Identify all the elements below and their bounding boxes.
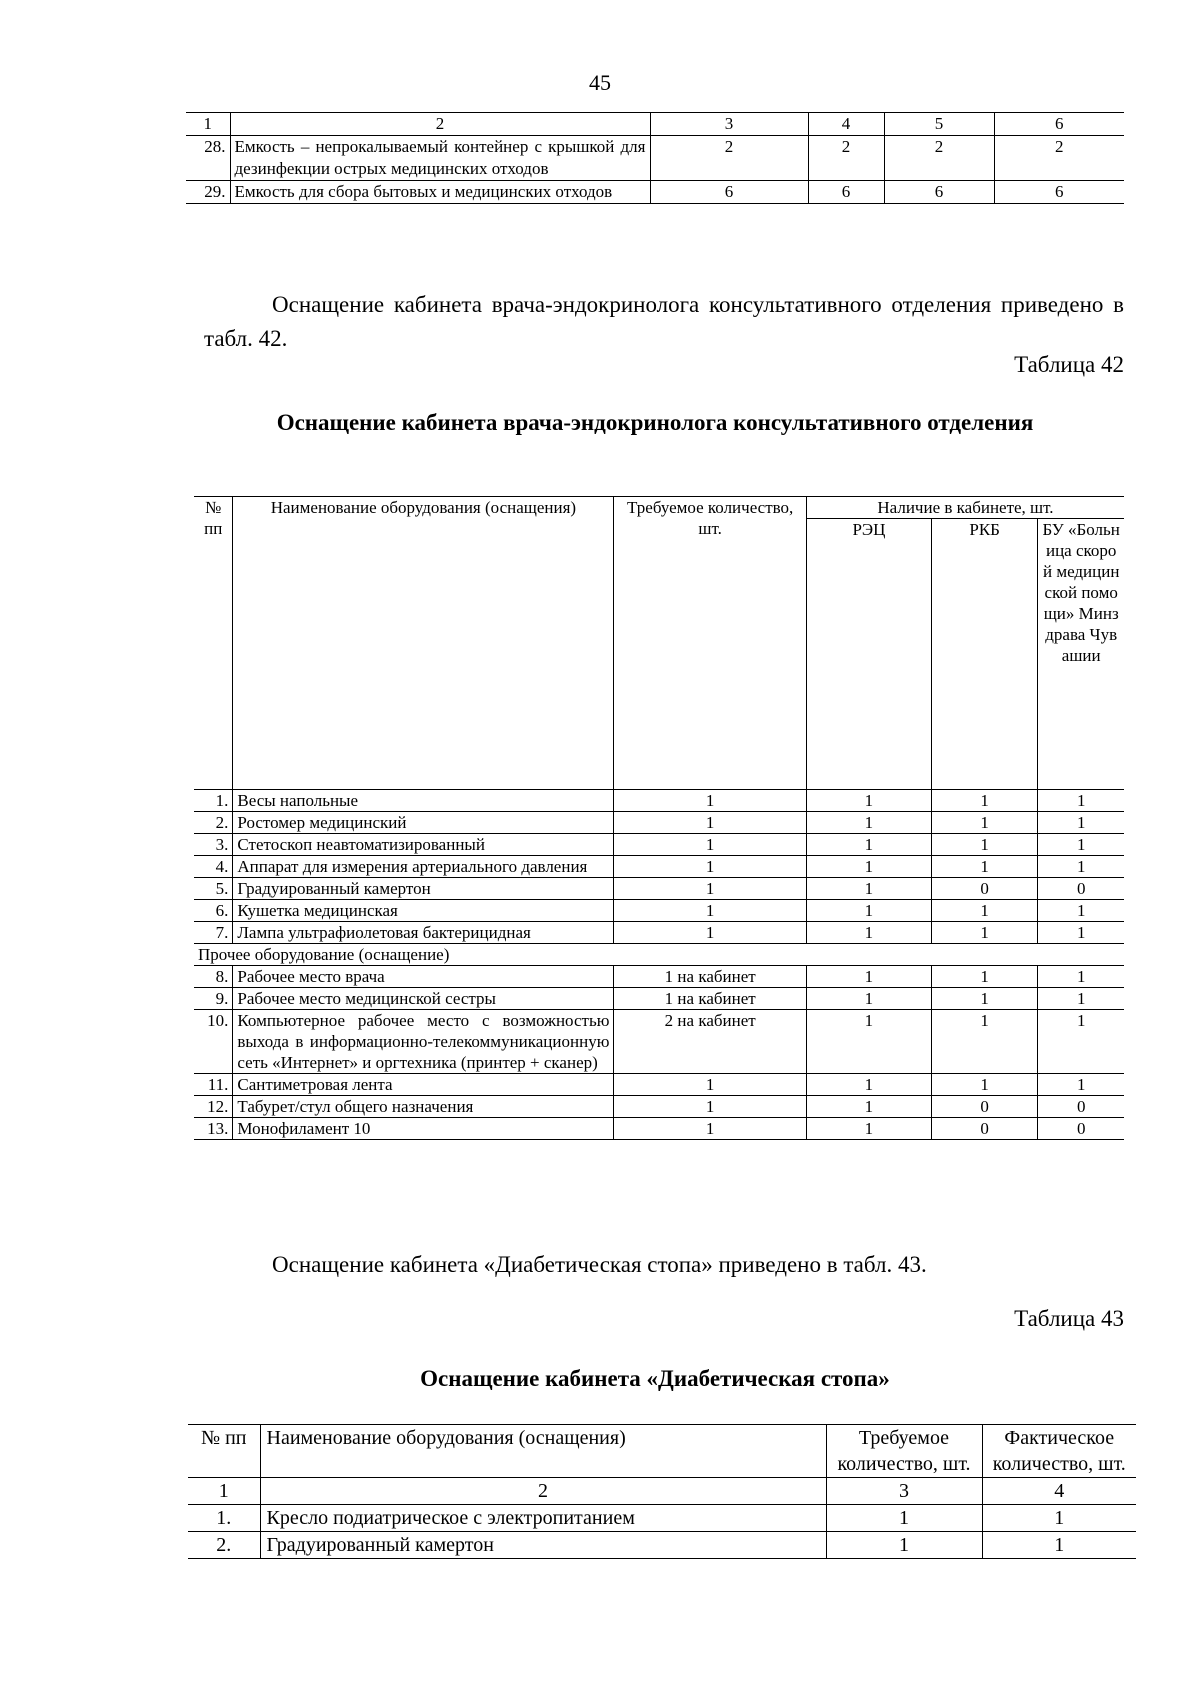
- table-43-label: Таблица 43: [1014, 1306, 1124, 1331]
- continuation-table: [186, 112, 1124, 204]
- equipment-name: Компьютерное рабочее место с возможностью выхода в информационно-телекоммуникационную сеть «Интернет» и оргтехника (принтер + сканер): [233, 1010, 614, 1074]
- header-required: Требуемое количество, шт.: [826, 1425, 982, 1478]
- equipment-name: Кушетка медицинская: [233, 900, 614, 922]
- paragraph-table-42-intro: Оснащение кабинета врача-эндокринолога консультативного отделения приведено в табл. 42.: [204, 292, 1124, 351]
- table-row: [194, 1118, 1124, 1140]
- table-row: [194, 900, 1124, 922]
- paragraph-table-43-intro: Оснащение кабинета «Диабетическая стопа» приведено в табл. 43.: [272, 1252, 927, 1277]
- required-qty: 1: [826, 1532, 982, 1559]
- row-number: 9.: [194, 988, 233, 1010]
- required-qty: 1 на кабинет: [614, 966, 807, 988]
- col-3-number: 3: [826, 1478, 982, 1505]
- value-cell: 6: [994, 181, 1124, 204]
- value-cell: 6: [884, 181, 994, 204]
- row-number: 10.: [194, 1010, 233, 1074]
- qty-bsmp: 1: [1038, 790, 1124, 812]
- equipment-name: Аппарат для измерения артериального давления: [233, 856, 614, 878]
- row-number: 4.: [194, 856, 233, 878]
- qty-rkb: 1: [931, 900, 1038, 922]
- qty-rec: 1: [806, 966, 931, 988]
- row-number: 11.: [194, 1074, 233, 1096]
- row-number: 7.: [194, 922, 233, 944]
- table-42-title: Оснащение кабинета врача-эндокринолога консультативного отделения: [276, 410, 1034, 435]
- qty-rkb: 1: [931, 922, 1038, 944]
- table-row: [194, 812, 1124, 834]
- table-row: [194, 966, 1124, 988]
- header-name: Наименование оборудования (оснащения): [260, 1425, 826, 1478]
- row-number: 6.: [194, 900, 233, 922]
- qty-bsmp: 0: [1038, 1118, 1124, 1140]
- col-4-number: 4: [808, 113, 884, 136]
- required-qty: 1: [614, 812, 807, 834]
- qty-rkb: 1: [931, 812, 1038, 834]
- qty-rkb: 0: [931, 1118, 1038, 1140]
- qty-bsmp: 1: [1038, 812, 1124, 834]
- header-required: Требуемое количество, шт.: [614, 497, 807, 790]
- col-5-number: 5: [884, 113, 994, 136]
- required-qty: 2 на кабинет: [614, 1010, 807, 1074]
- col-1-number: 1: [188, 1478, 260, 1505]
- table-header-row: [186, 113, 1124, 136]
- value-cell: 2: [650, 136, 808, 181]
- equipment-name: Емкость для сбора бытовых и медицинских отходов: [230, 181, 650, 204]
- qty-bsmp: 1: [1038, 856, 1124, 878]
- equipment-name: Емкость – непрокалываемый контейнер с крышкой для дезинфекции острых медицинских отходов: [230, 136, 650, 181]
- qty-bsmp: 1: [1038, 966, 1124, 988]
- value-cell: 2: [884, 136, 994, 181]
- table-row: [188, 1532, 1136, 1559]
- qty-bsmp: 1: [1038, 834, 1124, 856]
- table-row: [186, 136, 1124, 181]
- table-43: [188, 1424, 1136, 1559]
- equipment-name: Весы напольные: [233, 790, 614, 812]
- required-qty: 1: [826, 1505, 982, 1532]
- qty-rkb: 1: [931, 966, 1038, 988]
- page-number: 45: [589, 70, 611, 95]
- required-qty: 1: [614, 922, 807, 944]
- row-number: 12.: [194, 1096, 233, 1118]
- row-number: 29.: [186, 181, 230, 204]
- required-qty: 1: [614, 834, 807, 856]
- row-number: 2.: [188, 1532, 260, 1559]
- table-header-row: [194, 497, 1124, 519]
- qty-rkb: 1: [931, 856, 1038, 878]
- qty-bsmp: 1: [1038, 922, 1124, 944]
- required-qty: 1: [614, 1118, 807, 1140]
- equipment-name: Ростомер медицинский: [233, 812, 614, 834]
- qty-rec: 1: [806, 1096, 931, 1118]
- col-2-number: 2: [230, 113, 650, 136]
- row-number: 1.: [188, 1505, 260, 1532]
- row-number: 1.: [194, 790, 233, 812]
- qty-rec: 1: [806, 1010, 931, 1074]
- qty-bsmp: 1: [1038, 1010, 1124, 1074]
- qty-rkb: 1: [931, 988, 1038, 1010]
- table-row: [194, 878, 1124, 900]
- header-rkb: РКБ: [931, 519, 1038, 790]
- equipment-name: Градуированный камертон: [233, 878, 614, 900]
- equipment-name: Стетоскоп неавтоматизированный: [233, 834, 614, 856]
- header-bsmp: БУ «Больница скорой медицинской помощи» Минздрава Чувашии: [1038, 519, 1124, 790]
- col-3-number: 3: [650, 113, 808, 136]
- qty-rkb: 1: [931, 1010, 1038, 1074]
- qty-rkb: 1: [931, 790, 1038, 812]
- equipment-name: Табурет/стул общего назначения: [233, 1096, 614, 1118]
- qty-rec: 1: [806, 988, 931, 1010]
- equipment-name: Монофиламент 10: [233, 1118, 614, 1140]
- value-cell: 2: [808, 136, 884, 181]
- required-qty: 1: [614, 856, 807, 878]
- qty-bsmp: 1: [1038, 900, 1124, 922]
- value-cell: 2: [994, 136, 1124, 181]
- table-row: [186, 181, 1124, 204]
- required-qty: 1: [614, 1074, 807, 1096]
- table-row: [188, 1505, 1136, 1532]
- table-row: [194, 988, 1124, 1010]
- qty-rkb: 1: [931, 1074, 1038, 1096]
- qty-rec: 1: [806, 1074, 931, 1096]
- qty-rkb: 0: [931, 1096, 1038, 1118]
- qty-rec: 1: [806, 790, 931, 812]
- header-num: № пп: [188, 1425, 260, 1478]
- qty-rec: 1: [806, 856, 931, 878]
- table-row: [194, 856, 1124, 878]
- equipment-name: Кресло подиатрическое с электропитанием: [260, 1505, 826, 1532]
- col-2-number: 2: [260, 1478, 826, 1505]
- qty-rec: 1: [806, 812, 931, 834]
- row-number: 8.: [194, 966, 233, 988]
- actual-qty: 1: [982, 1532, 1136, 1559]
- table-row: [194, 1010, 1124, 1074]
- qty-bsmp: 0: [1038, 878, 1124, 900]
- actual-qty: 1: [982, 1505, 1136, 1532]
- equipment-name: Градуированный камертон: [260, 1532, 826, 1559]
- header-rec: РЭЦ: [806, 519, 931, 790]
- required-qty: 1 на кабинет: [614, 988, 807, 1010]
- header-available: Наличие в кабинете, шт.: [806, 497, 1124, 519]
- table-42-label: Таблица 42: [1014, 352, 1124, 377]
- table-row: [194, 1074, 1124, 1096]
- header-num: № пп: [194, 497, 233, 790]
- qty-rec: 1: [806, 922, 931, 944]
- table-row: [194, 922, 1124, 944]
- required-qty: 1: [614, 900, 807, 922]
- table-43-title: Оснащение кабинета «Диабетическая стопа»: [420, 1366, 890, 1391]
- section-row: [194, 944, 1124, 966]
- required-qty: 1: [614, 790, 807, 812]
- qty-bsmp: 1: [1038, 988, 1124, 1010]
- table-row: [194, 1096, 1124, 1118]
- qty-rec: 1: [806, 878, 931, 900]
- header-name: Наименование оборудования (оснащения): [233, 497, 614, 790]
- equipment-name: Лампа ультрафиолетовая бактерицидная: [233, 922, 614, 944]
- required-qty: 1: [614, 1096, 807, 1118]
- row-number: 28.: [186, 136, 230, 181]
- equipment-name: Рабочее место медицинской сестры: [233, 988, 614, 1010]
- qty-rec: 1: [806, 834, 931, 856]
- value-cell: 6: [808, 181, 884, 204]
- col-4-number: 4: [982, 1478, 1136, 1505]
- value-cell: 6: [650, 181, 808, 204]
- qty-bsmp: 0: [1038, 1096, 1124, 1118]
- table-header-row: [188, 1425, 1136, 1478]
- equipment-name: Рабочее место врача: [233, 966, 614, 988]
- table-row: [194, 834, 1124, 856]
- numbering-row: [188, 1478, 1136, 1505]
- col-1-number: 1: [186, 113, 230, 136]
- table-42: [194, 496, 1124, 1140]
- required-qty: 1: [614, 878, 807, 900]
- qty-rkb: 0: [931, 878, 1038, 900]
- qty-rkb: 1: [931, 834, 1038, 856]
- equipment-name: Сантиметровая лента: [233, 1074, 614, 1096]
- qty-bsmp: 1: [1038, 1074, 1124, 1096]
- row-number: 3.: [194, 834, 233, 856]
- row-number: 13.: [194, 1118, 233, 1140]
- header-actual: Фактическое количество, шт.: [982, 1425, 1136, 1478]
- section-label: Прочее оборудование (оснащение): [194, 944, 1124, 966]
- qty-rec: 1: [806, 1118, 931, 1140]
- col-6-number: 6: [994, 113, 1124, 136]
- row-number: 5.: [194, 878, 233, 900]
- table-row: [194, 790, 1124, 812]
- row-number: 2.: [194, 812, 233, 834]
- qty-rec: 1: [806, 900, 931, 922]
